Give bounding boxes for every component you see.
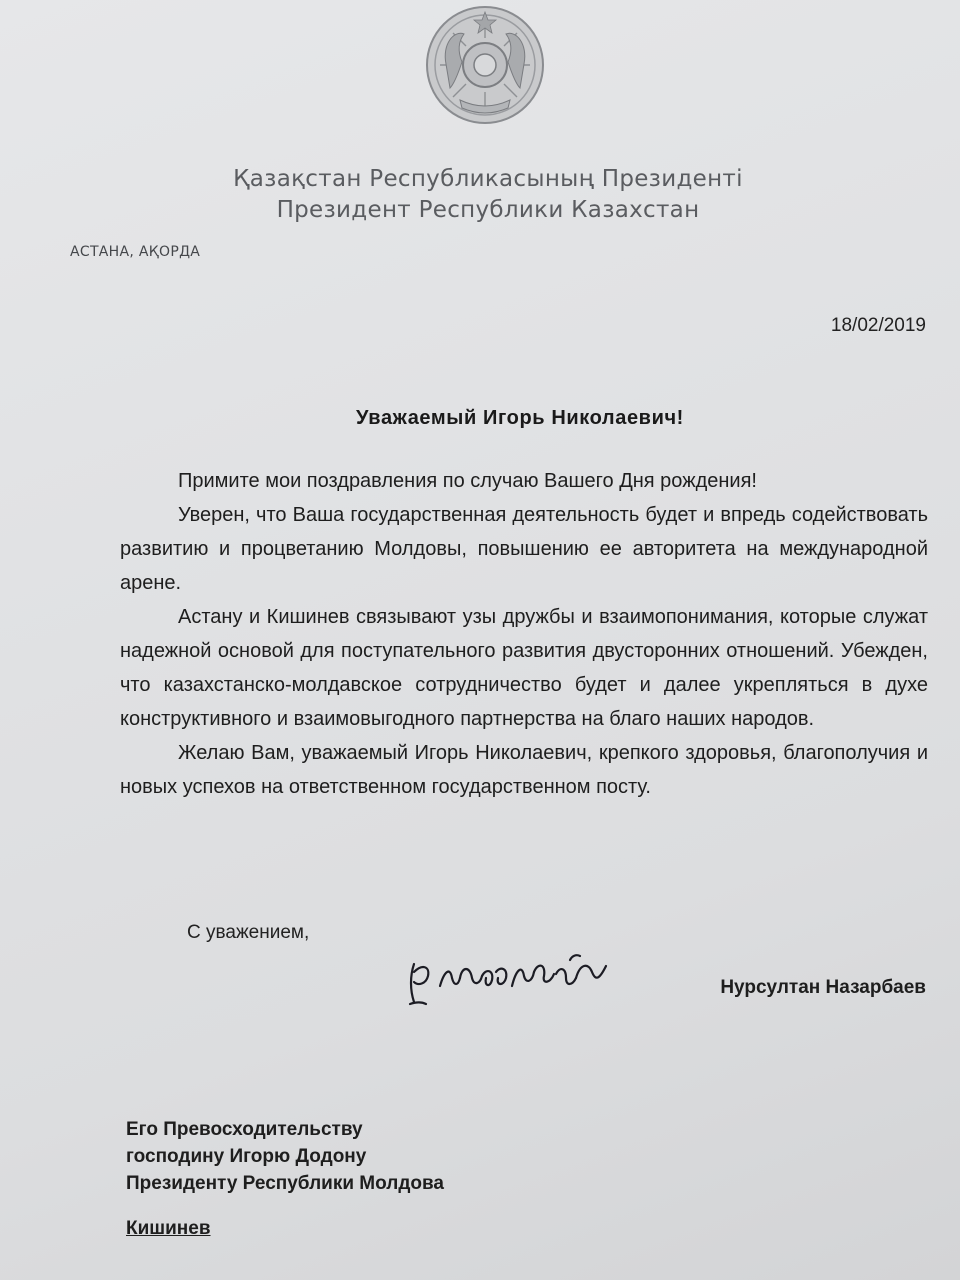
addressee-block bbox=[126, 1116, 444, 1197]
addressee-line: господину Игорю Додону bbox=[126, 1146, 367, 1167]
handwritten-signature bbox=[400, 942, 620, 1012]
letterhead-title-ru: Президент Республики Казахстан bbox=[276, 197, 700, 223]
addressee-line: Президенту Республики Молдова bbox=[126, 1173, 444, 1194]
paragraph: Астану и Кишинев связывают узы дружбы и взаимопонимания, которые служат надежной основой для поступательного развития двусторонних отношений. Убежден, что казахстанско-молдавское сотрудничество будет и далее укрепляться в духе конструктивного и взаимовыгодного партнерства на благо наших народов. bbox=[120, 606, 928, 730]
closing-phrase: С уважением, bbox=[187, 922, 310, 943]
paragraph: Желаю Вам, уважаемый Игорь Николаевич, крепкого здоровья, благополучия и новых успехов на ответственном государственном посту. bbox=[120, 742, 928, 798]
letterhead-title-kz: Қазақстан Республикасының Президенті bbox=[233, 166, 743, 192]
signer-name: Нурсултан Назарбаев bbox=[720, 977, 926, 998]
addressee-city: Кишинев bbox=[126, 1218, 211, 1239]
letter-date: 18/02/2019 bbox=[830, 315, 926, 336]
salutation: Уважаемый Игорь Николаевич! bbox=[356, 407, 684, 429]
letter-body bbox=[120, 464, 928, 804]
paragraph: Уверен, что Ваша государственная деятельность будет и впредь содействовать развитию и процветанию Молдовы, повышению ее авторитета на международной арене. bbox=[120, 504, 928, 594]
state-emblem-icon bbox=[424, 4, 546, 126]
paragraph: Примите мои поздравления по случаю Вашего Дня рождения! bbox=[178, 470, 757, 492]
letterhead-location: АСТАНА, АҚОРДА bbox=[70, 244, 201, 260]
addressee-line: Его Превосходительству bbox=[126, 1119, 363, 1140]
